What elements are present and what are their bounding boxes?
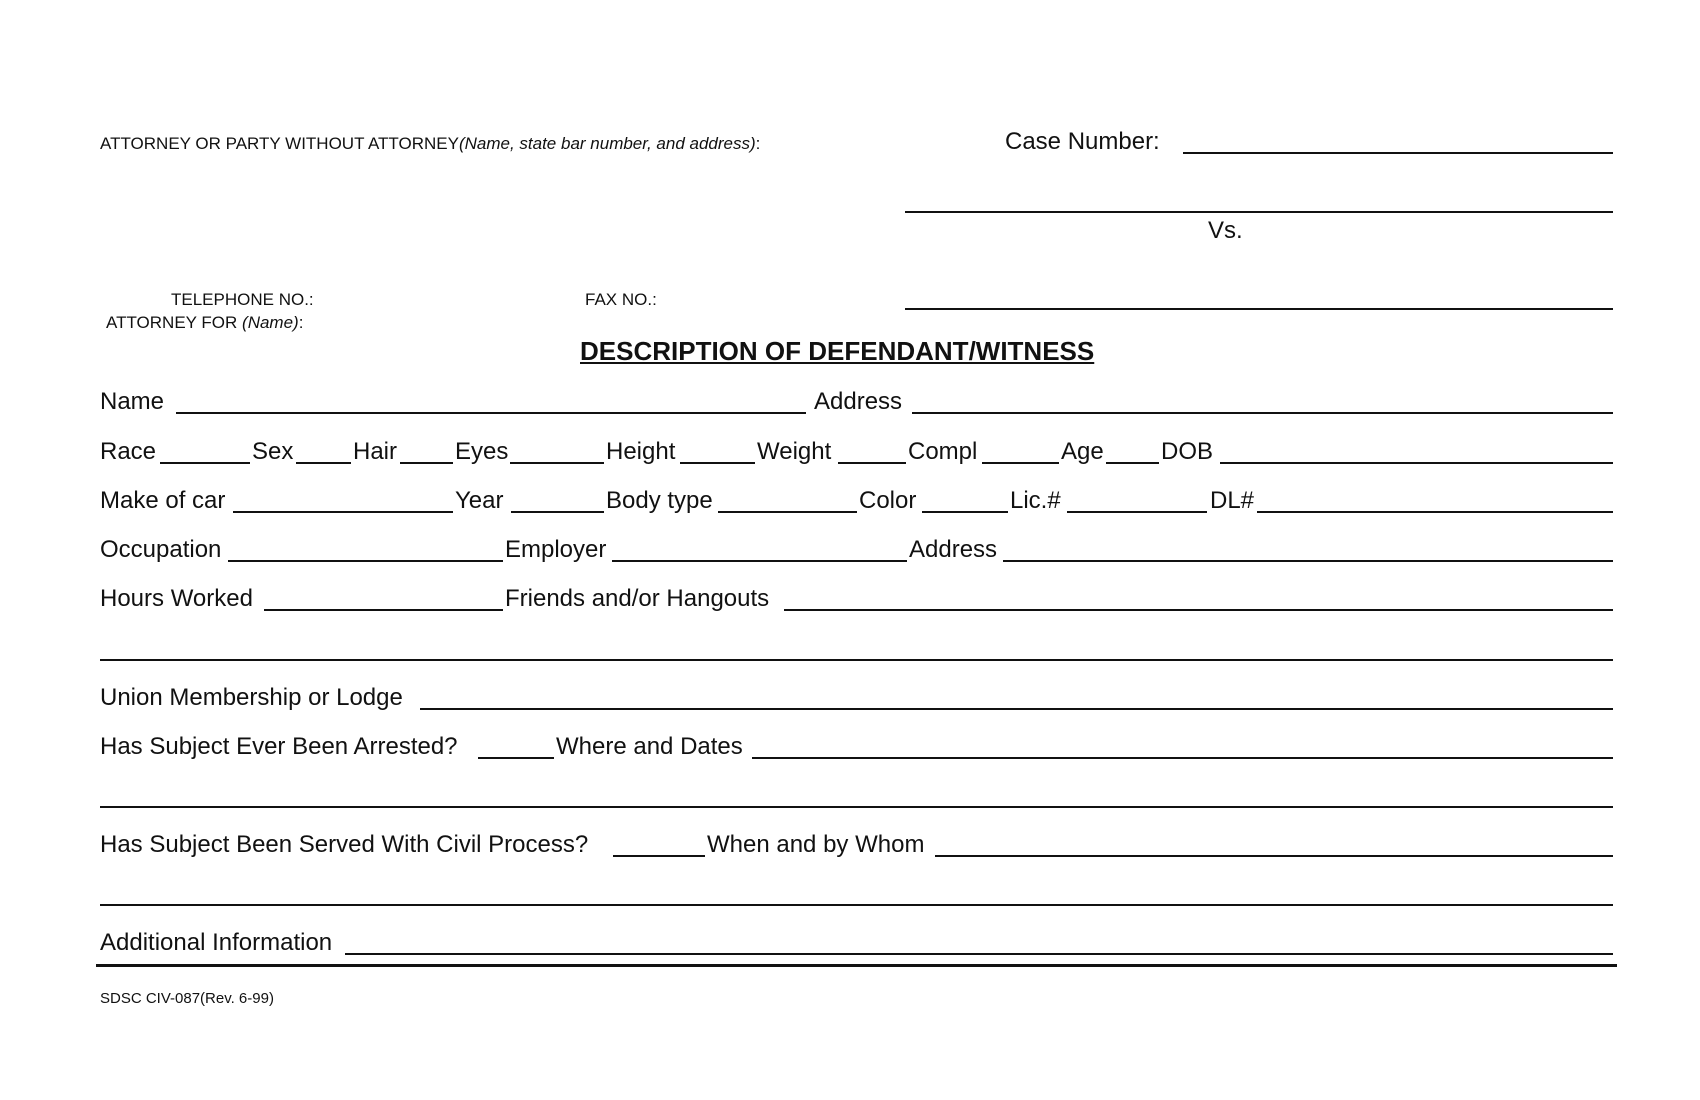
form-bottom-rule bbox=[96, 964, 1617, 967]
age-label: Age bbox=[1061, 438, 1104, 465]
employer-address-label: Address bbox=[909, 536, 998, 563]
occupation-line[interactable] bbox=[228, 560, 503, 562]
attorney-hint: (Name, state bar number, and address) bbox=[458, 134, 756, 153]
dl-label: DL# bbox=[1210, 487, 1255, 514]
arrested-label: Has Subject Ever Been Arrested? bbox=[100, 733, 458, 760]
additional-label: Additional Information bbox=[100, 929, 333, 956]
attorney-header bbox=[100, 134, 760, 154]
friends-line[interactable] bbox=[784, 609, 1613, 611]
defendant-line[interactable] bbox=[905, 308, 1613, 310]
attorney-for-hint: (Name) bbox=[242, 313, 299, 332]
body-type-label: Body type bbox=[606, 487, 713, 514]
telephone-label: TELEPHONE NO.: bbox=[171, 290, 314, 309]
where-dates-label: Where and Dates bbox=[556, 733, 743, 760]
served-label: Has Subject Been Served With Civil Process? bbox=[100, 831, 589, 858]
friends-label: Friends and/or Hangouts bbox=[505, 585, 770, 612]
case-number-label: Case Number: bbox=[1005, 128, 1160, 155]
eyes-label: Eyes bbox=[455, 438, 509, 465]
hours-worked-line[interactable] bbox=[264, 609, 503, 611]
arrested-line[interactable] bbox=[478, 757, 554, 759]
eyes-line[interactable] bbox=[510, 462, 604, 464]
union-line[interactable] bbox=[420, 708, 1613, 710]
color-label: Color bbox=[859, 487, 917, 514]
compl-label: Compl bbox=[908, 438, 978, 465]
form-id: SDSC CIV-087(Rev. 6-99) bbox=[100, 990, 274, 1007]
name-label: Name bbox=[100, 388, 165, 415]
name-line[interactable] bbox=[176, 412, 806, 414]
dl-line[interactable] bbox=[1257, 511, 1613, 513]
vs-label: Vs. bbox=[1208, 217, 1243, 244]
employer-address-line[interactable] bbox=[1003, 560, 1613, 562]
additional-line[interactable] bbox=[345, 953, 1613, 955]
weight-line[interactable] bbox=[838, 462, 906, 464]
friends-continuation-line[interactable] bbox=[100, 659, 1613, 661]
hair-line[interactable] bbox=[400, 462, 453, 464]
compl-line[interactable] bbox=[982, 462, 1059, 464]
year-label: Year bbox=[455, 487, 504, 514]
attorney-for-colon: : bbox=[298, 313, 304, 332]
plaintiff-line[interactable] bbox=[905, 211, 1613, 213]
when-whom-label: When and by Whom bbox=[707, 831, 925, 858]
make-of-car-label: Make of car bbox=[100, 487, 226, 514]
when-whom-line[interactable] bbox=[935, 855, 1613, 857]
body-type-line[interactable] bbox=[718, 511, 857, 513]
make-of-car-line[interactable] bbox=[233, 511, 453, 513]
address-label: Address bbox=[814, 388, 903, 415]
color-line[interactable] bbox=[922, 511, 1008, 513]
employer-line[interactable] bbox=[612, 560, 907, 562]
served-line[interactable] bbox=[613, 855, 705, 857]
form-title: DESCRIPTION OF DEFENDANT/WITNESS bbox=[580, 336, 1095, 366]
age-line[interactable] bbox=[1106, 462, 1159, 464]
address-line[interactable] bbox=[912, 412, 1613, 414]
union-label: Union Membership or Lodge bbox=[100, 684, 403, 711]
dob-line[interactable] bbox=[1220, 462, 1613, 464]
attorney-colon: : bbox=[755, 134, 761, 153]
employer-label: Employer bbox=[505, 536, 607, 563]
race-label: Race bbox=[100, 438, 157, 465]
fax-label: FAX NO.: bbox=[585, 290, 657, 309]
hours-worked-label: Hours Worked bbox=[100, 585, 253, 612]
weight-label: Weight bbox=[757, 438, 832, 465]
race-line[interactable] bbox=[160, 462, 250, 464]
attorney-for bbox=[106, 313, 303, 333]
dob-label: DOB bbox=[1161, 438, 1214, 465]
height-label: Height bbox=[606, 438, 676, 465]
occupation-label: Occupation bbox=[100, 536, 222, 563]
where-dates-line[interactable] bbox=[752, 757, 1613, 759]
sex-line[interactable] bbox=[296, 462, 351, 464]
lic-label: Lic.# bbox=[1010, 487, 1061, 514]
when-whom-continuation-line[interactable] bbox=[100, 904, 1613, 906]
height-line[interactable] bbox=[680, 462, 755, 464]
hair-label: Hair bbox=[353, 438, 398, 465]
year-line[interactable] bbox=[511, 511, 604, 513]
where-dates-continuation-line[interactable] bbox=[100, 806, 1613, 808]
case-number-line[interactable] bbox=[1183, 152, 1613, 154]
sex-label: Sex bbox=[252, 438, 294, 465]
lic-line[interactable] bbox=[1067, 511, 1207, 513]
attorney-label: ATTORNEY OR PARTY WITHOUT ATTORNEY bbox=[100, 134, 459, 153]
attorney-for-label: ATTORNEY FOR bbox=[106, 313, 243, 332]
